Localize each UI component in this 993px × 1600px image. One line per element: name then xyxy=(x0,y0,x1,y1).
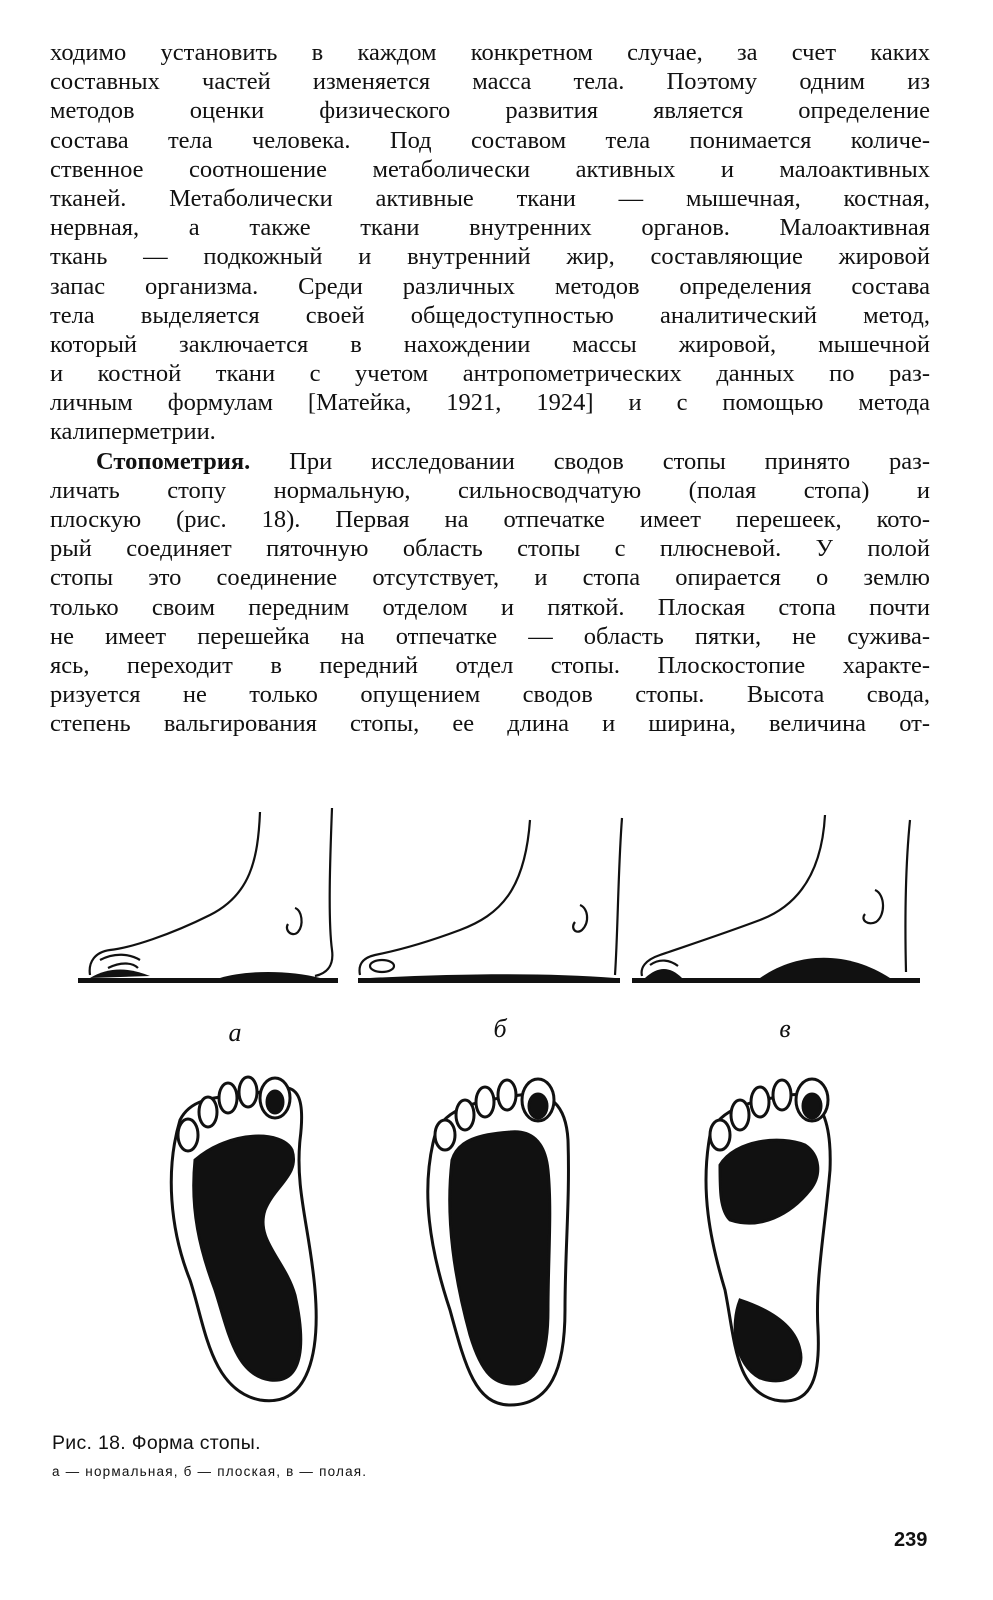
text-line: личным формулам [Матейка, 1921, 1924] и с помощью метода xyxy=(50,389,930,417)
text-line: нервная, а также ткани внутренних органов. Малоактивная xyxy=(50,214,930,242)
text-line: ходимо установить в каждом конкретном случае, за счет каких xyxy=(50,39,930,66)
text-line: рый соединяет пяточную область стопы с плюсневой. У полой xyxy=(50,535,930,563)
text-line: степень вальгирования стопы, ее длина и ширина, величина от- xyxy=(50,710,930,738)
text-line: калиперметрии. xyxy=(50,418,216,446)
text-line-first xyxy=(50,447,930,476)
foot-side-hollow xyxy=(632,815,920,983)
figure-caption-legend: а — нормальная, б — плоская, в — полая. xyxy=(52,1464,368,1479)
text-line: ткань — подкожный и внутренний жир, составляющие жировой xyxy=(50,243,930,271)
text-line: только своим передним отделом и пяткой. Плоская стопа почти xyxy=(50,593,930,621)
text-line: не имеет перешейка на отпечатке — область пятки, не сужива- xyxy=(50,622,930,650)
text-line: ризуется не только опущением сводов стопы. Высота свода, xyxy=(50,681,930,709)
section-heading: Стопометрия. xyxy=(96,447,251,475)
text-line: ясь, переходит в передний отдел стопы. Плоскостопие характе- xyxy=(50,651,930,679)
foot-side-flat xyxy=(358,818,622,983)
text-line: методов оценки физического развития является определение xyxy=(50,97,930,125)
text-line: личать стопу нормальную, сильносводчатую (полая стопа) и xyxy=(50,476,930,504)
page-number: 239 xyxy=(894,1529,928,1551)
figure-18 xyxy=(70,790,940,1430)
figure-label-b: б xyxy=(493,1014,507,1043)
figure-label-v: в xyxy=(779,1014,791,1043)
figure-label-a: а xyxy=(228,1018,242,1047)
text-line: тканей. Метаболически активные ткани — мышечная, костная, xyxy=(50,184,930,212)
text-line: состава тела человека. Под составом тела понимается количе- xyxy=(50,126,930,154)
text-fragment: При исследовании сводов стопы принято раз- xyxy=(250,447,930,475)
text-line: ственное соотношение метаболически активных и малоактивных xyxy=(50,155,930,183)
text-line: стопы это соединение отсутствует, и стопа опирается о землю xyxy=(50,564,930,592)
paragraph-stopometry xyxy=(50,447,930,739)
text-line: который заключается в нахождении массы жировой, мышечной xyxy=(50,330,930,358)
text-line: и костной ткани с учетом антропометрических данных по раз- xyxy=(50,360,930,388)
body-text xyxy=(50,38,930,739)
footprint-flat xyxy=(428,1079,569,1405)
text-line: запас организма. Среди различных методов определения состава xyxy=(50,272,930,300)
figure-caption-title: Рис. 18. Форма стопы. xyxy=(52,1432,261,1454)
paragraph-composition xyxy=(50,38,930,447)
text-line: плоскую (рис. 18). Первая на отпечатке имеет перешеек, кото- xyxy=(50,506,930,533)
footprint-normal xyxy=(171,1077,316,1401)
text-line: тела выделяется своей общедоступностью аналитический метод, xyxy=(50,301,930,329)
foot-side-normal xyxy=(78,808,338,983)
text-line: составных частей изменяется масса тела. Поэтому одним из xyxy=(50,68,930,96)
footprint-hollow xyxy=(706,1079,830,1401)
foot-illustrations xyxy=(70,790,940,1430)
